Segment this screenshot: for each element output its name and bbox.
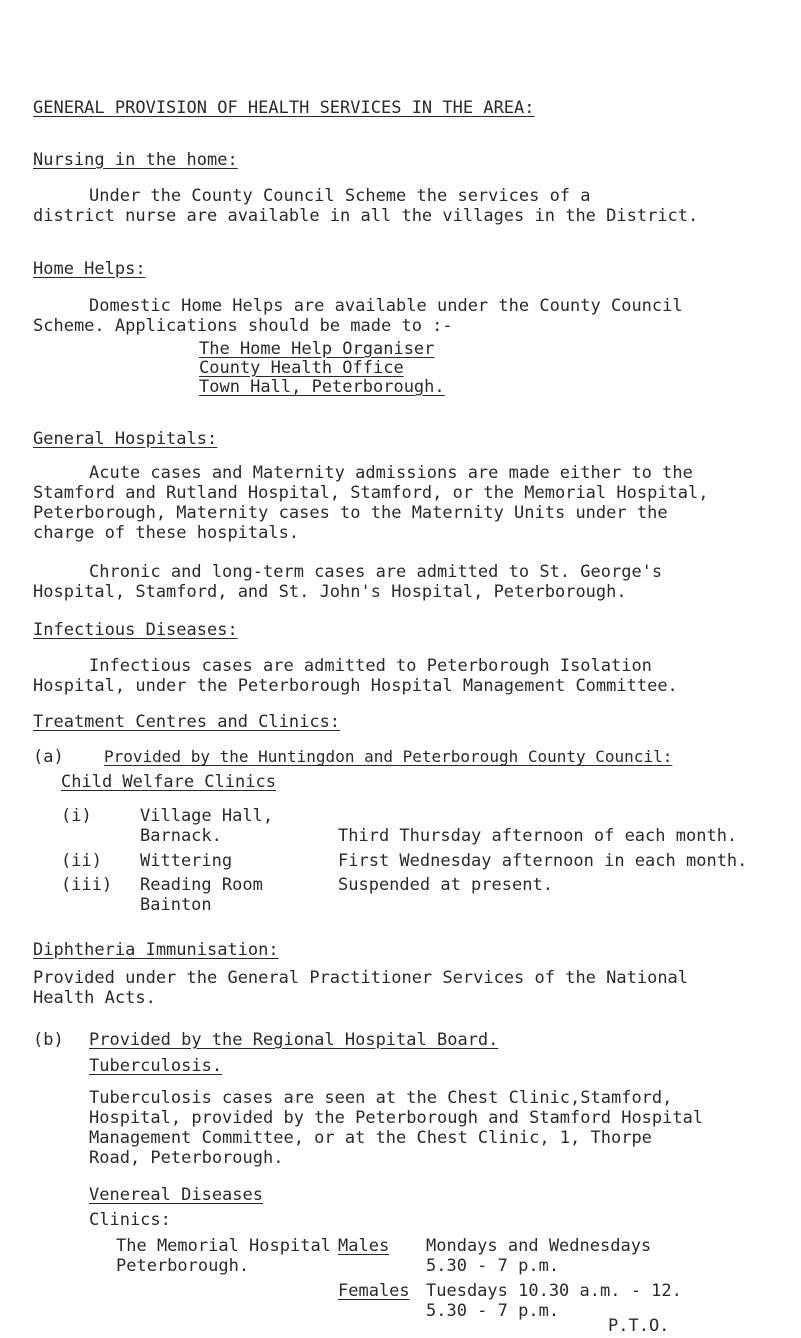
tb-line-4: Road, Peterborough. xyxy=(89,1148,284,1168)
tuberculosis-heading: Tuberculosis. xyxy=(89,1056,223,1076)
address-line-1: The Home Help Organiser xyxy=(199,339,435,359)
clinic-place: Wittering xyxy=(140,851,233,871)
venereal-heading: Venereal Diseases xyxy=(89,1185,263,1205)
nursing-heading: Nursing in the home: xyxy=(33,150,238,170)
home-helps-line-1: Domestic Home Helps are available under the County Council xyxy=(89,296,683,316)
gh-para2-line-1: Chronic and long-term cases are admitted to St. George's xyxy=(89,562,663,582)
clinic-num: (ii) xyxy=(61,851,102,871)
gh-para2-line-2: Hospital, Stamford, and St. John's Hospital, Peterborough. xyxy=(33,582,627,602)
infectious-line-1: Infectious cases are admitted to Peterborough Isolation xyxy=(89,656,652,676)
clinic-num: (iii) xyxy=(61,875,113,895)
pto-footer: P.T.O. xyxy=(608,1316,670,1336)
gh-para1-line-3: Peterborough, Maternity cases to the Maternity Units under the xyxy=(33,503,668,523)
general-hospitals-heading: General Hospitals: xyxy=(33,429,218,449)
tb-line-1: Tuberculosis cases are seen at the Chest Clinic,Stamford, xyxy=(89,1088,673,1108)
clinic-num: (i) xyxy=(61,806,92,826)
address-line-2: County Health Office xyxy=(199,358,404,378)
infectious-line-2: Hospital, under the Peterborough Hospital Management Committee. xyxy=(33,676,678,696)
clinic-place: Reading Room xyxy=(140,875,263,895)
home-helps-line-2: Scheme. Applications should be made to :- xyxy=(33,316,453,336)
page-title: GENERAL PROVISION OF HEALTH SERVICES IN THE AREA: xyxy=(33,98,535,118)
section-b-heading: Provided by the Regional Hospital Board. xyxy=(89,1030,499,1050)
gh-para1-line-1: Acute cases and Maternity admissions are made either to the xyxy=(89,463,693,483)
females-times-1: Tuesdays 10.30 a.m. - 12. xyxy=(426,1281,682,1301)
section-b-marker: (b) xyxy=(33,1030,64,1050)
diphtheria-line-1: Provided under the General Practitioner Services of the National xyxy=(33,968,689,988)
gh-para1-line-4: charge of these hospitals. xyxy=(33,523,300,543)
nursing-line-1: Under the County Council Scheme the services of a xyxy=(89,186,591,206)
males-label: Males xyxy=(338,1236,390,1256)
gh-para1-line-2: Stamford and Rutland Hospital, Stamford, or the Memorial Hospital, xyxy=(33,483,709,503)
females-times-2: 5.30 - 7 p.m. xyxy=(426,1301,560,1321)
treatment-heading: Treatment Centres and Clinics: xyxy=(33,712,341,732)
males-times-2: 5.30 - 7 p.m. xyxy=(426,1256,560,1276)
diphtheria-heading: Diphtheria Immunisation: xyxy=(33,940,279,960)
tb-line-3: Management Committee, or at the Chest Clinic, 1, Thorpe xyxy=(89,1128,652,1148)
clinic-schedule: First Wednesday afternoon in each month. xyxy=(338,851,748,871)
hospital-name: The Memorial Hospital xyxy=(116,1236,331,1256)
infectious-heading: Infectious Diseases: xyxy=(33,620,238,640)
nursing-line-2: district nurse are available in all the villages in the District. xyxy=(33,206,699,226)
diphtheria-line-2: Health Acts. xyxy=(33,988,156,1008)
clinic-schedule: Third Thursday afternoon of each month. xyxy=(338,826,738,846)
address-line-3: Town Hall, Peterborough. xyxy=(199,377,445,397)
section-a-marker: (a) xyxy=(33,747,64,767)
clinic-schedule: Suspended at present. xyxy=(338,875,553,895)
clinic-place-2: Bainton xyxy=(140,895,212,915)
section-a-heading: Provided by the Huntingdon and Peterborough County Council: xyxy=(104,747,673,766)
hospital-town: Peterborough. xyxy=(116,1256,250,1276)
males-times-1: Mondays and Wednesdays xyxy=(426,1236,652,1256)
home-helps-heading: Home Helps: xyxy=(33,259,146,279)
clinics-label: Clinics: xyxy=(89,1210,171,1230)
child-welfare-heading: Child Welfare Clinics xyxy=(61,772,276,792)
females-label: Females xyxy=(338,1281,410,1301)
clinic-place-2: Barnack. xyxy=(140,826,222,846)
clinic-place: Village Hall, xyxy=(140,806,274,826)
tb-line-2: Hospital, provided by the Peterborough and Stamford Hospital xyxy=(89,1108,704,1128)
